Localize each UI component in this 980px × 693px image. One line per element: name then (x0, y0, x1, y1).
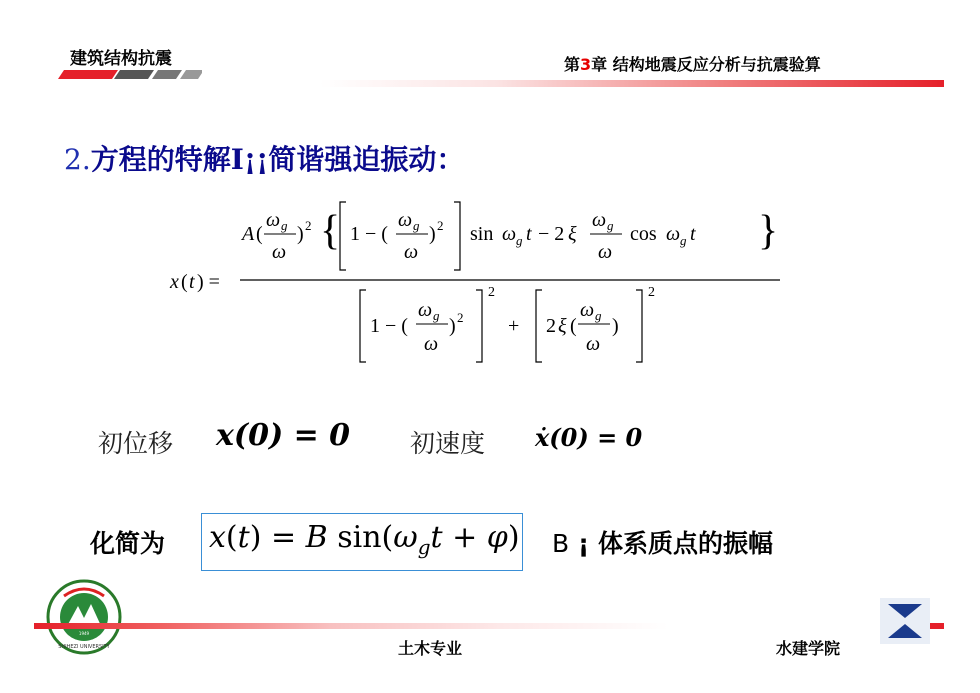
svg-text:(: ( (570, 315, 577, 337)
svg-text:+: + (508, 315, 520, 337)
svg-text:): ) (612, 315, 619, 337)
logo-year: 1949 (78, 631, 90, 636)
svg-text:g: g (595, 308, 602, 323)
initial-velocity-label: 初速度 (410, 429, 486, 458)
svg-text:ω: ω (502, 223, 517, 245)
initial-velocity-math: ẋ(0) = 0 (535, 423, 643, 452)
simplified-formula: x(t) = B $\sin(\omega_gt + \varphi)$ (209, 520, 520, 559)
svg-text:): ) (429, 223, 436, 245)
section-text: 方程的特解Ⅰ¡¡简谐强迫振动： (90, 143, 465, 176)
svg-text:A: A (242, 223, 255, 245)
svg-text:ω: ω (666, 223, 681, 245)
svg-text:ω: ω (398, 209, 413, 231)
svg-text:g: g (433, 308, 440, 323)
svg-text:(: ( (256, 223, 263, 245)
footer-college: 水建学院 (776, 639, 841, 658)
section-number: 2. (64, 143, 91, 176)
svg-text:ω: ω (424, 333, 439, 355)
svg-text:): ) (297, 223, 304, 245)
university-logo (44, 578, 124, 656)
svg-text:ξ: ξ (558, 315, 567, 337)
svg-text:− 2: − 2 (538, 223, 565, 245)
svg-text:{: { (320, 208, 341, 254)
svg-text:ω: ω (580, 299, 595, 321)
svg-text:2: 2 (488, 285, 495, 300)
chapter-prefix: 第 (564, 55, 581, 74)
particular-solution-formula (160, 188, 800, 378)
svg-text:1 − (: 1 − ( (350, 223, 388, 245)
svg-text:2: 2 (437, 218, 444, 233)
svg-text:ξ: ξ (568, 223, 577, 245)
section-title (64, 138, 464, 178)
course-title: 建筑结构抗震 (70, 49, 172, 69)
header-stripes (52, 70, 202, 79)
simplified-label: 化简为 (90, 529, 166, 558)
amplitude-symbol: B (552, 529, 570, 558)
svg-text:t: t (526, 223, 532, 245)
svg-text:g: g (413, 218, 420, 233)
svg-text:): ) (449, 315, 456, 337)
svg-text:ω: ω (592, 209, 607, 231)
amplitude-text: ¡ 体系质点的振幅 (577, 529, 773, 558)
svg-text:cos: cos (630, 223, 657, 245)
footer-major: 土木专业 (398, 639, 463, 658)
svg-text:g: g (281, 218, 288, 233)
chapter-number: 3 (580, 55, 592, 74)
svg-text:2: 2 (648, 285, 655, 300)
svg-text:ω: ω (586, 333, 601, 355)
svg-text:g: g (607, 218, 614, 233)
svg-text:(: ( (181, 271, 188, 293)
chapter-suffix: 章 结构地震反应分析与抗震验算 (591, 55, 821, 74)
svg-text:ω: ω (272, 241, 287, 263)
footer-bar (34, 623, 880, 629)
chapter-title (564, 52, 821, 75)
svg-text:g: g (680, 233, 687, 248)
initial-displacement-label: 初位移 (98, 429, 174, 458)
svg-text:}: } (758, 208, 779, 254)
svg-text:g: g (516, 233, 523, 248)
svg-text:ω: ω (404, 241, 419, 263)
svg-text:2: 2 (457, 310, 464, 325)
svg-text:t: t (690, 223, 696, 245)
navigation-icon[interactable] (880, 598, 930, 644)
svg-text:ω: ω (598, 241, 613, 263)
svg-text:t: t (189, 271, 195, 293)
header-bar (52, 80, 944, 87)
svg-text:x: x (170, 271, 179, 293)
svg-text:1 − (: 1 − ( (370, 315, 408, 337)
svg-text:) =: ) = (197, 271, 220, 293)
svg-text:2: 2 (546, 315, 556, 337)
svg-text:2: 2 (305, 218, 312, 233)
svg-text:ω: ω (266, 209, 281, 231)
logo-ring-text: SHIHEZI UNIVERSITY (58, 644, 110, 650)
initial-displacement-math: x(0) = 0 (216, 418, 351, 453)
amplitude-description (552, 524, 773, 560)
svg-text:sin: sin (470, 223, 494, 245)
svg-text:ω: ω (418, 299, 433, 321)
